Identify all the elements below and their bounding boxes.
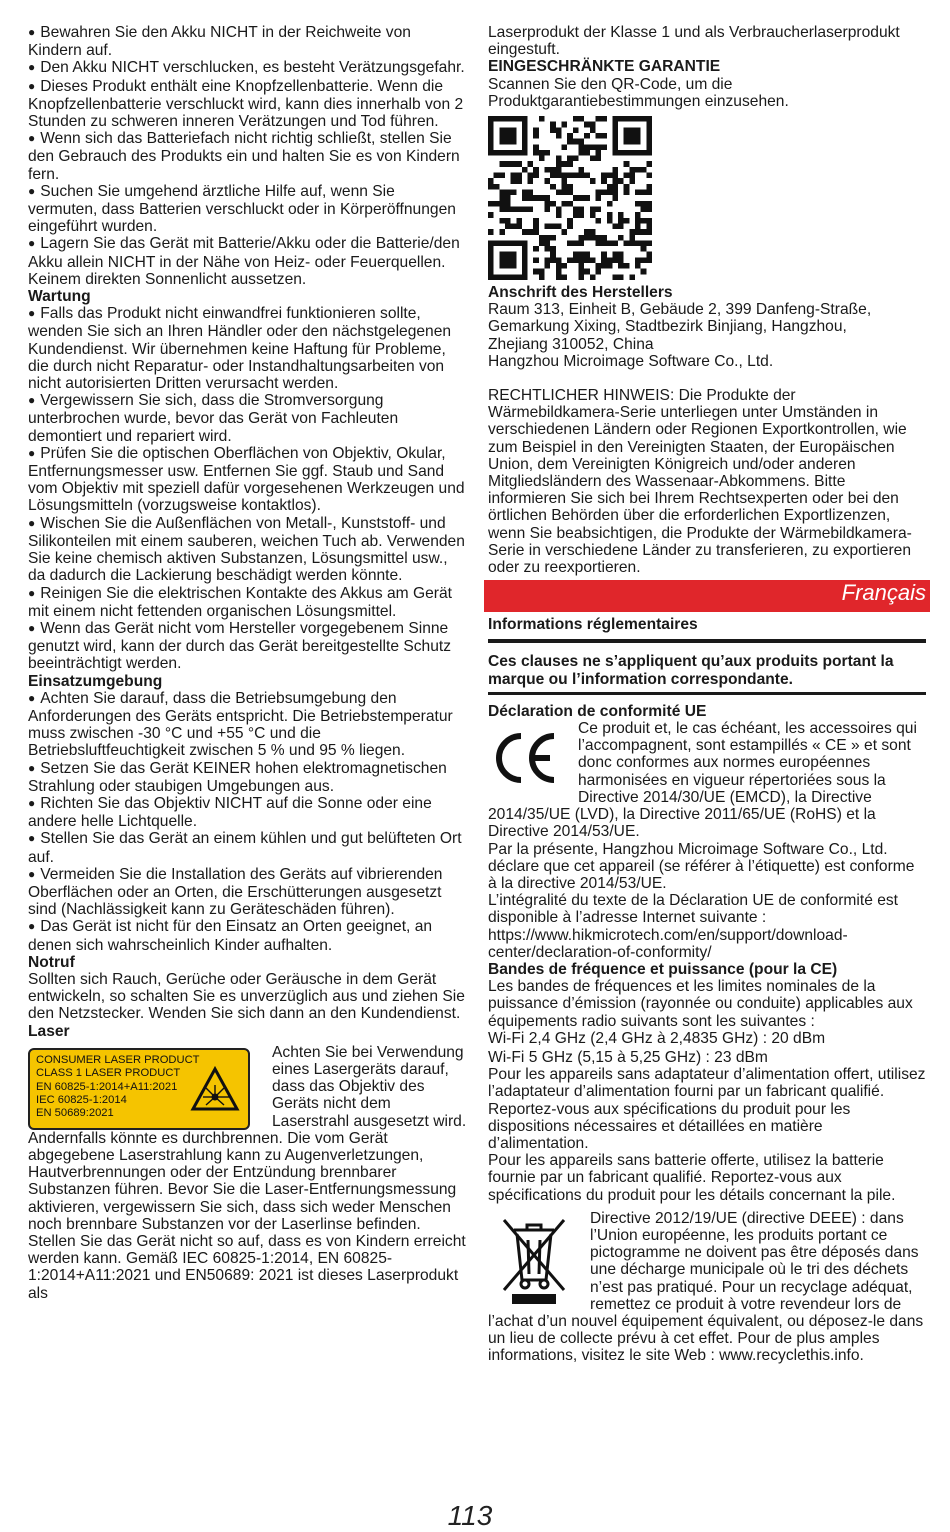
bullet: ● Bewahren Sie den Akku NICHT in der Reichweite von Kindern auf.	[28, 24, 468, 59]
bullet: ● Wischen Sie die Außenflächen von Metall-, Kunststoff- und Silikonteilen mit einem sauberen, weichen Tuch ab. Verwenden Sie keine chemisch aktiven Substanzen, Lösungsmittel usw., da dadurch die Lackierung beschädigt werden könnte.	[28, 515, 468, 585]
bullet: ● Lagern Sie das Gerät mit Batterie/Akku oder die Batterie/den Akku allein NICHT in der Nähe von Heiz- oder Feuerquellen. Keinem direkten Sonnenlicht aussetzen.	[28, 235, 468, 288]
heading-laser: Laser	[28, 1022, 70, 1040]
heading-informations: Informations réglementaires	[488, 616, 698, 634]
heading-garantie: EINGESCHRÄNKTE GARANTIE	[488, 58, 721, 76]
language-label: Français	[841, 580, 926, 606]
laser-label-line: EN 50689:2021	[36, 1107, 114, 1120]
laser-label-line: CONSUMER LASER PRODUCT	[36, 1053, 200, 1066]
garantie-text: Scannen Sie den QR-Code, um die Produktgarantiebestimmungen einzusehen.	[488, 75, 789, 110]
right-column	[488, 24, 926, 1365]
laser-continued: Laserprodukt der Klasse 1 und als Verbraucherlaserprodukt eingestuft.	[488, 24, 900, 59]
bullet: ● Wenn das Gerät nicht vom Hersteller vorgegebenem Sinne genutzt wird, kann der durch das Gerät bereitgestellte Schutz beeinträchtigt werden.	[28, 620, 468, 673]
bullet: ● Vergewissern Sie sich, dass die Stromversorgung unterbrochen wurde, bevor das Gerät von Fachleuten demontiert und repariert wird.	[28, 392, 468, 445]
laser-label-line: IEC 60825-1:2014	[36, 1094, 127, 1106]
bullet: ● Reinigen Sie die elektrischen Kontakte des Akkus am Gerät mit einem nicht fettenden organischen Lösungsmittel.	[28, 585, 468, 620]
ce-block	[488, 720, 926, 840]
bullet: ● Das Gerät ist nicht für den Einsatz an Orten geeignet, an denen sich wahrscheinlich Kinder aufhalten.	[28, 918, 468, 953]
bullet: ● Dieses Produkt enthält eine Knopfzellenbatterie. Wenn die Knopfzellenbatterie verschluckt wird, kann dies innerhalb von 2 Stunden zu schweren inneren Verätzungen und Tod führen.	[28, 78, 468, 131]
heading-declaration: Déclaration de conformité UE	[488, 702, 707, 720]
bullet: ● Suchen Sie umgehend ärztliche Hilfe auf, wenn Sie vermuten, dass Batterien verschluckt oder in Körperöffnungen eingeführt wurden.	[28, 183, 468, 236]
language-banner	[484, 580, 930, 612]
heading-bandes: Bandes de fréquence et puissance (pour la CE)	[488, 960, 838, 978]
battery-text: Pour les appareils sans batterie offerte, utilisez la batterie fournie par un fabricant qualifié. Reportez-vous aux spécifications du produit pour les détails concernant la pile.	[488, 1152, 896, 1204]
adapter-text: Pour les appareils sans adaptateur d’alimentation offert, utilisez l’adaptateur d’alimentation fourni par un fabricant qualifié. Reportez-vous aux spécifications du produit pour les dispositions nécessaires et détaillées en matière d’alimentation.	[488, 1066, 926, 1152]
address-line: Gemarkung Xixing, Stadtbezirk Binjiang, Hangzhou,	[488, 318, 847, 336]
bullet: ● Vermeiden Sie die Installation des Geräts auf vibrierenden Oberflächen oder an Orten, die Erschütterungen ausgesetzt sind (Nachlässigkeit kann zu Geräteschäden führen).	[28, 866, 468, 919]
laser-block	[28, 1044, 468, 1130]
heading-notruf: Notruf	[28, 953, 75, 971]
bullet: ● Wenn sich das Batteriefach nicht richtig schließt, stellen Sie den Gebrauch des Produkts ein und halten Sie es von Kindern fern.	[28, 130, 468, 183]
bullet: ● Prüfen Sie die optischen Oberflächen von Objektiv, Okular, Entfernungsmesser usw. Entfernen Sie ggf. Staub und Sand vom Objektiv mit speziell dafür vorgesehenen Werkzeugen und Lösungsmitteln (vorzugsweise kontaktlos).	[28, 445, 468, 515]
ce-text: Ce produit et, le cas échéant, les accessoires qui l’accompagnent, sont estampillés « CE » et sont donc conformes aux normes européennes harmonisées en vigueur répertoriées sous la Directive 2014/30/UE (EMCD), la Directive 2014/35/UE (LVD), la Directive 2011/65/UE (RoHS) et la Directive 2014/53/UE.	[488, 720, 917, 841]
integrality-text: L’intégralité du texte de la Déclaration UE de conformité est disponible à l’adresse Internet suivante : https://www.hikmicrotech.com/en/support/download-center/declaration-of-conformity/	[488, 892, 898, 961]
weee-block	[488, 1210, 926, 1365]
left-column	[28, 24, 468, 1302]
address-line: Raum 313, Einheit B, Gebäude 2, 399 Danfeng-Straße,	[488, 301, 872, 319]
legal-notice: RECHTLICHER HINWEIS: Die Produkte der Wärmebildkamera-Serie unterliegen unter Umständen in verschiedenen Ländern oder Regionen Exportkontrollen, wie zum Beispiel in den Vereinigten Staaten, der Europäischen Union, dem Vereinigten Königreich und/oder anderen Mitgliedsländern des Wassenaar-Abkommens. Bitte informieren Sie sich bei Ihrem Rechtsexperten oder bei den örtlichen Behörden über die erforderlichen Exportlizenzen, wenn Sie beabsichtigen, die Produkte der Wärmebildkamera-Serie in verschiedene Länder zu transferieren, zu exportieren oder zu reexportieren.	[488, 387, 912, 577]
deee-text: Directive 2012/19/UE (directive DEEE) : dans l’Union européenne, les produits portant ce pictogramme ne doivent pas être déposés dans une décharge municipale où le tri des déchets n’est pas pratiqué. Pour un recyclage adéquat, remettez ce produit à votre revendeur lors de l’achat d’un nouvel équipement équivalent, ou déposez-le dans un lieu de collecte prévu à cet effet. Pour de plus amples informations, visitez le site Web : www.recyclethis.info.	[488, 1209, 924, 1365]
bullet: ● Stellen Sie das Gerät an einem kühlen und gut belüfteten Ort auf.	[28, 830, 468, 865]
heading-wartung: Wartung	[28, 288, 91, 306]
laser-hazard-icon	[190, 1066, 240, 1112]
wifi-5-line: Wi-Fi 5 GHz (5,15 à 5,25 GHz) : 23 dBm	[488, 1048, 768, 1066]
address-line: Hangzhou Microimage Software Co., Ltd.	[488, 352, 774, 370]
bullet: ● Achten Sie darauf, dass die Betriebsumgebung den Anforderungen des Geräts entspricht. Die Betriebstemperatur muss zwischen -30 °C und +55 °C und die Betriebsluftfeuchtigkeit zwischen 5 % und 95 % liegen.	[28, 690, 468, 760]
laser-text: Andernfalls könnte es durchbrennen. Die vom Gerät abgegebene Laserstrahlung kann zu Augenverletzungen, Hautverbrennungen oder der Entzündung brennbarer Substanzen führen. Bevor Sie die Laser-Entfernungsmessung aktivieren, vergewissern Sie sich, dass sich weder Menschen noch brennbare Substanzen vor der Laserlinse befinden. Stellen Sie das Gerät nicht so auf, dass es von Kindern erreicht werden kann. Gemäß IEC 60825-1:2014, EN 60825-1:2014+A11:2021 und EN50689: 2021 ist dieses Laserprodukt als	[28, 1129, 466, 1302]
bullet: ● Falls das Produkt nicht einwandfrei funktionieren sollte, wenden Sie sich an Ihren Händler oder den nächstgelegenen Kundendienst. Wir übernehmen keine Haftung für Probleme, die durch nicht Reparatur- oder Instandhaltungsarbeiten von nicht autorisierten Dritten verursacht werden.	[28, 305, 468, 392]
bullet: ● Setzen Sie das Gerät KEINER hohen elektromagnetischen Strahlung oder staubigen Umgebungen aus.	[28, 760, 468, 795]
divider	[488, 692, 926, 695]
bullet: ● Den Akku NICHT verschlucken, es besteht Verätzungsgefahr.	[28, 59, 468, 77]
laser-warning-label	[28, 1048, 250, 1130]
laser-side-text: Achten Sie bei Verwendung eines Lasergeräts darauf, dass das Objektiv des Geräts nicht dem Laserstrahl ausgesetzt wird.	[272, 1043, 467, 1130]
address-line: Zhejiang 310052, China	[488, 335, 654, 353]
declaration-text: Par la présente, Hangzhou Microimage Software Co., Ltd. déclare que cet appareil (se référer à l’étiquette) est conforme à la directive 2014/53/UE.	[488, 840, 915, 892]
qr-code-icon[interactable]	[488, 116, 652, 280]
weee-bin-icon	[494, 1210, 574, 1308]
heading-hersteller: Anschrift des Herstellers	[488, 284, 673, 302]
bandes-text: Les bandes de fréquences et les limites nominales de la puissance d’émission (rayonnée ou conduite) applicables aux équipements radio suivants sont les suivantes :	[488, 978, 913, 1030]
ce-mark-icon	[488, 722, 560, 794]
bullet: ● Richten Sie das Objektiv NICHT auf die Sonne oder eine andere helle Lichtquelle.	[28, 795, 468, 830]
wifi-24-line: Wi-Fi 2,4 GHz (2,4 GHz à 2,4835 GHz) : 20 dBm	[488, 1029, 826, 1047]
heading-einsatzumgebung: Einsatzumgebung	[28, 672, 163, 690]
page-number: 113	[447, 1500, 493, 1531]
clauses-text: Ces clauses ne s’appliquent qu’aux produits portant la marque ou l’information correspondante.	[488, 653, 894, 688]
divider	[488, 639, 926, 643]
laser-label-line: CLASS 1 LASER PRODUCT	[36, 1067, 181, 1080]
laser-label-line: EN 60825-1:2014+A11:2021	[36, 1080, 178, 1093]
notruf-text: Sollten sich Rauch, Gerüche oder Geräusche in dem Gerät entwickeln, so schalten Sie es unverzüglich aus und ziehen Sie den Netzstecker. Wenden Sie sich dann an den Kundendienst.	[28, 970, 465, 1023]
